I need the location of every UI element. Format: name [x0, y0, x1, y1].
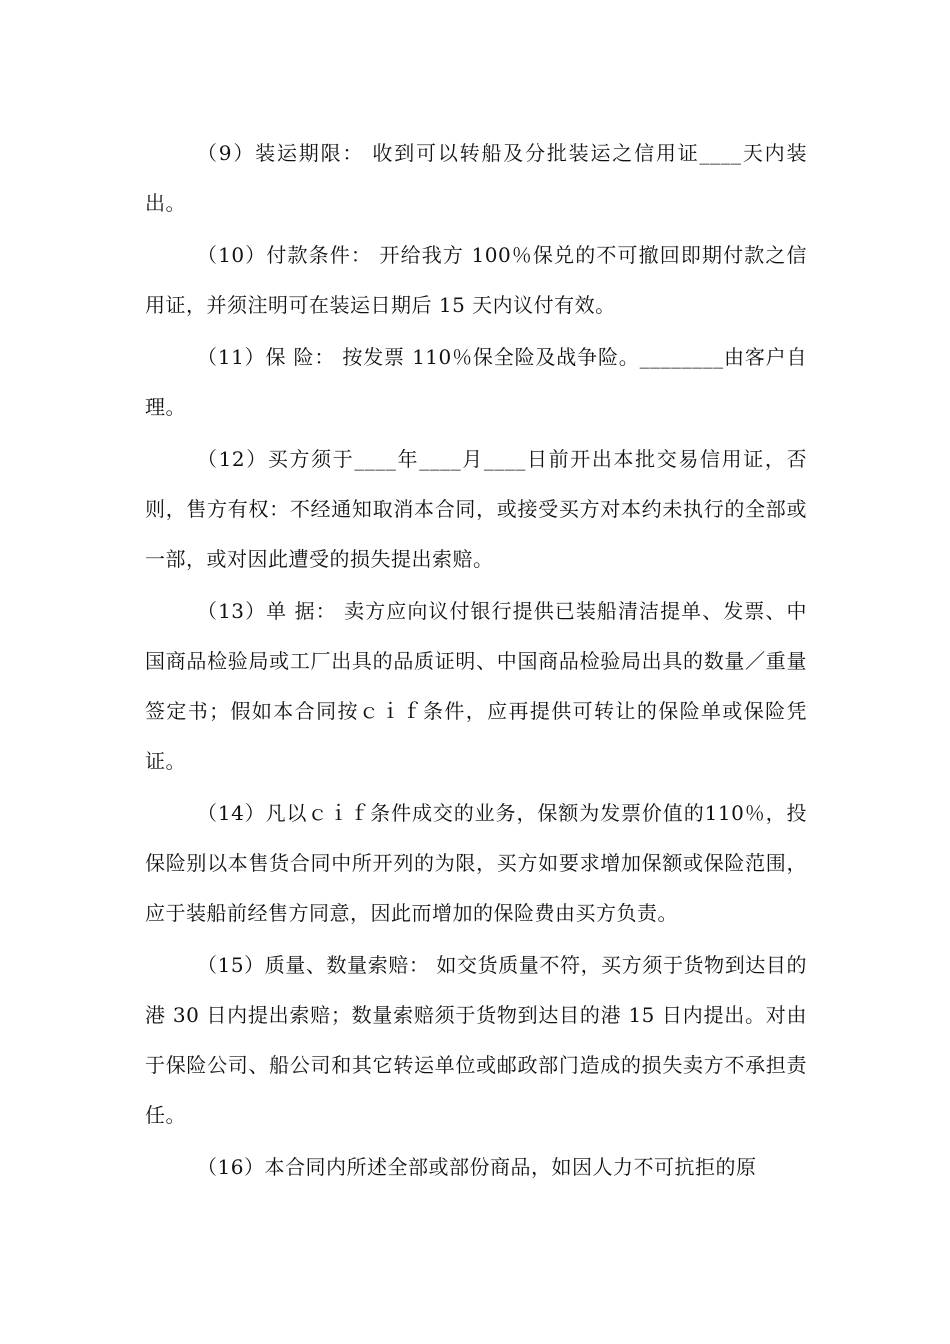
clause-14-cif-insurance-coverage: （14）凡以ｃｉｆ条件成交的业务，保额为发票价值的110％，投保险别以本售货合同中所开列的为限，买方如要求增加保额或保险范围，应于装船前经售方同意，因此而增加的保险费由买方负责。	[145, 801, 807, 925]
clause-12-letter-of-credit-deadline: （12）买方须于____年____月____日前开出本批交易信用证，否则，售方有权：不经通知取消本合同，或接受买方对本约未执行的全部或一部，或对因此遭受的损失提出索赔。	[145, 447, 807, 571]
clause-11-insurance: （11）保 险： 按发票 110％保全险及战争险。________由客户自理。	[145, 345, 807, 419]
document-page	[145, 128, 807, 1194]
clause-9-shipment-period: （9）装运期限： 收到可以转船及分批装运之信用证____天内装出。	[145, 141, 807, 215]
clause-16-force-majeure: （16）本合同内所述全部或部份商品，如因人力不可抗拒的原	[197, 1155, 757, 1179]
clause-13-documents: （13）单 据： 卖方应向议付银行提供已装船清洁提单、发票、中国商品检验局或工厂出具的品质证明、中国商品检验局出具的数量／重量签定书；假如本合同按ｃｉｆ条件，应再提供可转让的保险单或保险凭证。	[145, 599, 807, 773]
clause-15-quality-quantity-claims: （15）质量、数量索赔： 如交货质量不符，买方须于货物到达目的港 30 日内提出索赔；数量索赔须于货物到达目的港 15 日内提出。对由于保险公司、船公司和其它转运单位或邮政部门造成的损失卖方不承担责任。	[145, 953, 807, 1127]
clause-10-payment-terms: （10）付款条件： 开给我方 100％保兑的不可撤回即期付款之信用证，并须注明可在装运日期后 15 天内议付有效。	[145, 243, 807, 317]
